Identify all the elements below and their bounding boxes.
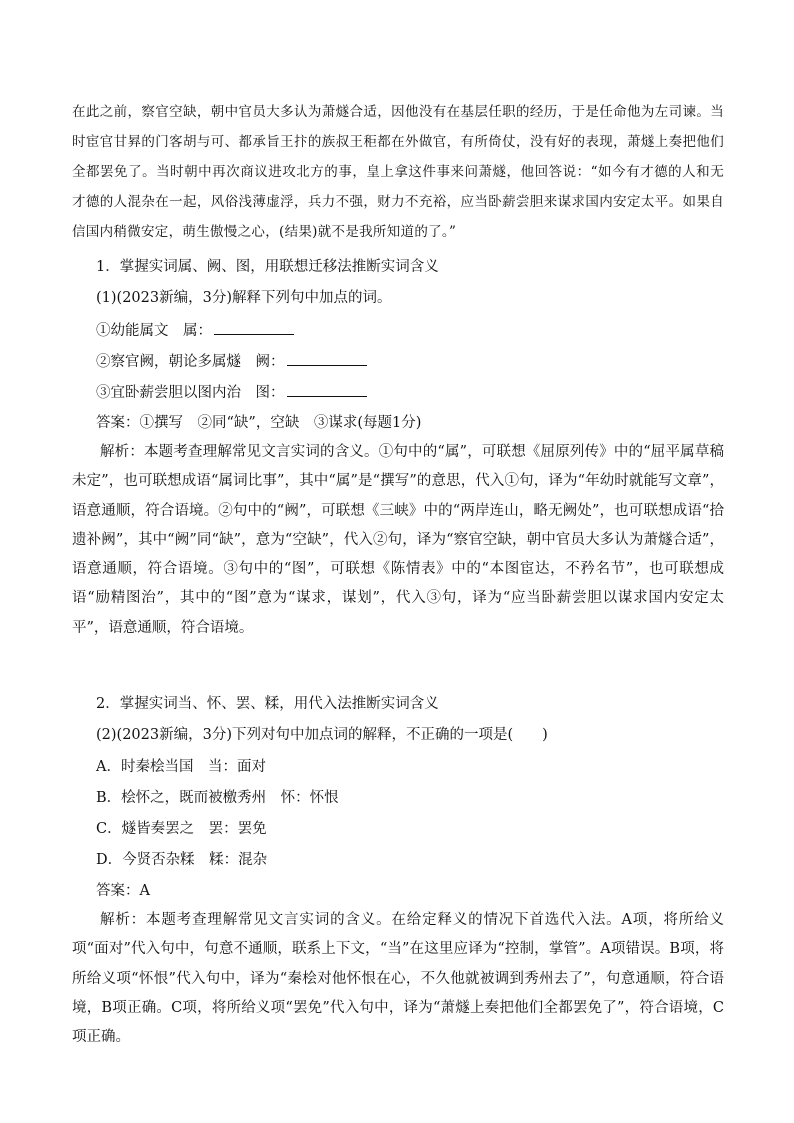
q2-answer: 答案：A [96,883,150,899]
q1-title: 1．掌握实词属、阙、图，用联想迁移法推断实词含义 [96,259,439,275]
q2-option-b: B．桧怀之，既而被檄秀州 怀：怀恨 [96,790,339,806]
q2-option-c: C．燧皆奏罢之 罢：罢免 [96,821,267,837]
q2-option-d: D．今贤否杂糅 糅：混杂 [96,852,268,868]
q1-prompt: (1)(2023新编，3分)解释下列句中加点的词。 [96,290,392,306]
q1-item-3 [96,382,756,403]
q1-item-2 [96,351,756,372]
q2-title: 2．掌握实词当、怀、罢、糅，用代入法推断实词含义 [96,696,439,712]
q1-item-1 [96,320,756,341]
q2-analysis [72,906,724,1052]
answer-blank [287,382,367,397]
q1-item-1-text: ①幼能属文 属： [96,323,212,339]
answer-blank [214,320,294,335]
q1-analysis-text: 解析：本题考查理解常见文言实词的含义。①句中的“属”，可联想《屈原列传》中的“屈平属草稿未定”，也可联想成语“属词比事”，其中“属”是“撰写”的意思，代入①句，译为“年幼时就能写文章”，语意通顺，符合语境。②句中的“阙”，可联想《三峡》中的“两岸连山，略无阙处”，也可联想成语“拾遗补阙”，其中“阙”同“缺”，意为“空缺”，代入②句，译为“察官空缺，朝中官员大多认为萧燧合适”，语意通顺，符合语境。③句中的“图”，可联想《陈情表》中的“本图宦达，不矜名节”，也可联想成语“励精图治”，其中的“图”意为“谋求，谋划”，代入③句，译为“应当卧薪尝胆以谋求国内安定太平”，语意通顺，符合语境。 [72,444,724,636]
q1-analysis [72,438,724,643]
answer-blank [287,351,367,366]
q2-analysis-text: 解析：本题考查理解常见文言实词的含义。在给定释义的情况下首选代入法。A项，将所给义项“面对”代入句中，句意不通顺，联系上下文，“当”在这里应译为“控制，掌管”。A项错误。B项，将所给义项“怀恨”代入句中，译为“秦桧对他怀恨在心，不久他就被调到秀州去了”，句意通顺，符合语境，B项正确。C项，将所给义项“罢免”代入句中，译为“萧燧上奏把他们全都罢免了”，符合语境，C项正确。 [72,912,724,1046]
q2-option-a: A．时秦桧当国 当：面对 [96,759,266,775]
q1-item-3-text: ③宜卧薪尝胆以图内治 图： [96,385,285,401]
passage-text: 在此之前，察官空缺，朝中官员大多认为萧燧合适，因他没有在基层任职的经历，于是任命他为左司谏。当时宦官甘昪的门客胡与可、都承旨王抃的族叔王秬都在外做官，有所倚仗，没有好的表现，萧燧上奏把他们全都罢免了。当时朝中再次商议进攻北方的事，皇上拿这件事来问萧燧，他回答说：“如今有才德的人和无才德的人混杂在一起，风俗浅薄虚浮，兵力不强，财力不充裕，应当卧薪尝胆来谋求国内安定太平。如果自信国内稍微安定，萌生傲慢之心，(结果)就不是我所知道的了。” [72,104,724,240]
q1-item-2-text: ②察官阙，朝论多属燧 阙： [96,354,285,370]
q1-answer: 答案：①撰写 ②同“缺”，空缺 ③谋求(每题1分) [96,415,422,431]
q2-prompt: (2)(2023新编，3分)下列对句中加点词的解释，不正确的一项是( ) [96,727,548,743]
passage-translation [72,97,724,247]
